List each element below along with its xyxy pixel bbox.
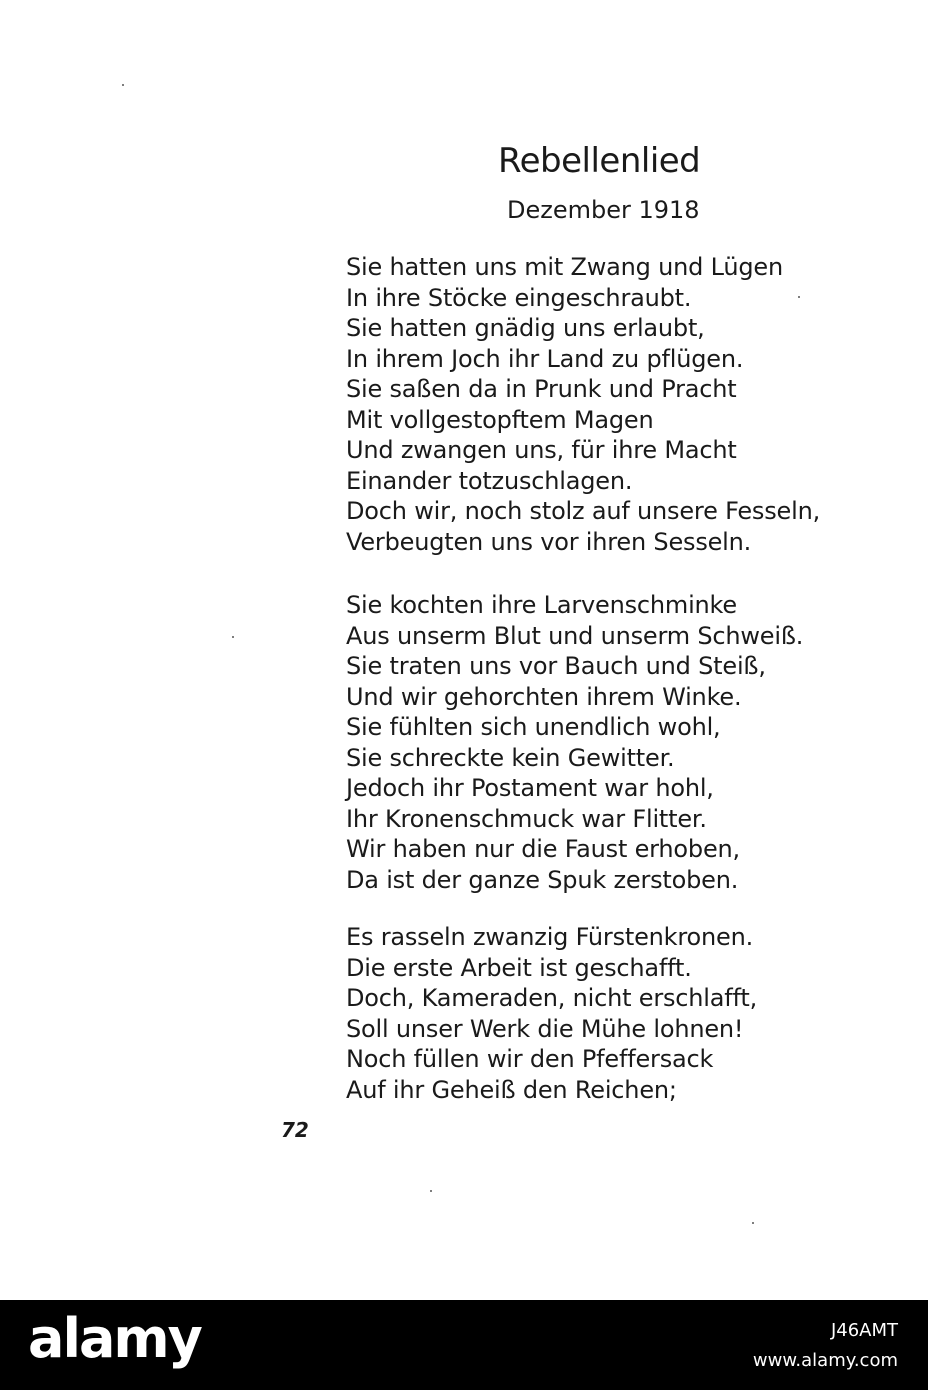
poem-line: Noch füllen wir den Pfeffersack (346, 1045, 714, 1073)
poem-line: In ihre Stöcke eingeschraubt. (346, 283, 692, 312)
print-speck (430, 1190, 432, 1192)
poem-line: In ihrem Joch ihr Land zu pflügen. (346, 344, 744, 373)
poem-line: Aus unserm Blut und unserm Schweiß. (346, 621, 804, 650)
poem-line: Mit vollgestopftem Magen (346, 405, 654, 434)
stanza-2 (346, 590, 803, 895)
watermark-image-id: J46AMT (830, 1320, 898, 1341)
poem-line: Auf ihr Geheiß den Reichen; (346, 1075, 677, 1104)
poem-line: Sie kochten ihre Larvenschminke (346, 591, 737, 619)
poem-line: Soll unser Werk die Mühe lohnen! (346, 1014, 744, 1043)
stanza-1 (346, 252, 820, 557)
poem-line: Sie fühlten sich unendlich wohl, (346, 713, 721, 741)
watermark-bar (0, 1300, 928, 1390)
watermark-site: www.alamy.com (752, 1350, 898, 1371)
poem-subtitle: Dezember 1918 (507, 196, 700, 224)
poem-line: Und wir gehorchten ihrem Winke. (346, 682, 742, 711)
poem-line: Doch wir, noch stolz auf unsere Fesseln, (346, 497, 821, 525)
poem-line: Doch, Kameraden, nicht erschlafft, (346, 984, 757, 1012)
print-speck (232, 636, 234, 638)
print-speck (122, 84, 124, 86)
poem-line: Verbeugten uns vor ihren Sesseln. (346, 527, 752, 556)
poem-line: Sie hatten uns mit Zwang und Lügen (346, 253, 783, 281)
poem-line: Es rasseln zwanzig Fürstenkronen. (346, 923, 754, 951)
poem-line: Sie saßen da in Prunk und Pracht (346, 375, 737, 403)
print-speck (752, 1222, 754, 1224)
poem-line: Sie traten uns vor Bauch und Steiß, (346, 652, 766, 680)
poem-line: Die erste Arbeit ist geschafft. (346, 953, 692, 982)
poem-line: Ihr Kronenschmuck war Flitter. (346, 804, 707, 833)
poem-line: Einander totzuschlagen. (346, 466, 633, 495)
poem-line: Wir haben nur die Faust erhoben, (346, 835, 740, 863)
print-speck (798, 296, 800, 298)
watermark-logo: alamy (28, 1307, 201, 1370)
poem-line: Da ist der ganze Spuk zerstoben. (346, 865, 739, 894)
poem-line: Jedoch ihr Postament war hohl, (346, 774, 714, 802)
watermark-meta (753, 1316, 898, 1376)
poem-line: Sie schreckte kein Gewitter. (346, 743, 675, 772)
poem-title: Rebellenlied (498, 141, 701, 181)
page-number: 72 (281, 1118, 309, 1142)
poem-line: Und zwangen uns, für ihre Macht (346, 436, 737, 464)
stanza-3 (346, 922, 757, 1105)
poem-line: Sie hatten gnädig uns erlaubt, (346, 314, 705, 342)
